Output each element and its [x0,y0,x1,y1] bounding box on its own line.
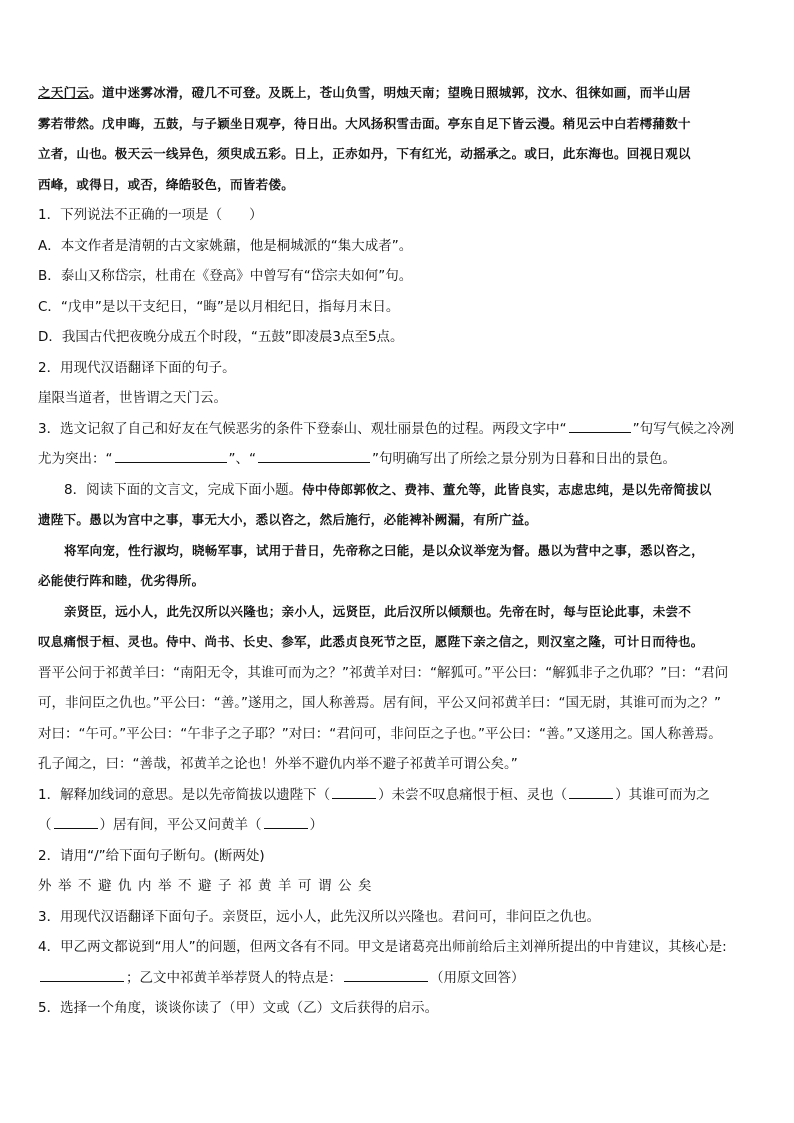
answer-blank[interactable] [115,450,227,463]
q2-2-sentence: 外举不避仇内举不避子祁黄羊可谓公矣 [38,878,378,894]
q2-1-line2: （ ）居有间，平公又问黄羊（ ） [38,817,323,833]
q2-4-line2: ；乙文中祁黄羊举荐贤人的特点是： （用原文回答） [38,963,762,994]
option-a: A．本文作者是清朝的古文家姚鼐，他是桐城派的“集大成者”。 [38,237,413,254]
answer-blank[interactable] [569,786,613,799]
passage-jia-line3: 将军向宠，性行淑均，晓畅军事，试用于昔日，先帝称之曰能，是以众议举宠为督。愚以为营中之事，悉以咨之， [64,542,705,558]
option-b: B．泰山又称岱宗，杜甫在《登高》中曾写有“岱宗夫如何”句。 [38,268,413,284]
question-2-sentence: 崖限当道者，世皆谓之天门云。 [38,390,227,406]
question-3-line1: 3．选文记叙了自己和好友在气候恶劣的条件下登泰山、观壮丽景色的过程。两段文字中“ ”句写气候之冷冽 [38,420,735,437]
question-1: 1．下列说法不正确的一项是（ ） [38,207,263,223]
passage-jia-line2: 遗陛下。愚以为宫中之事，事无大小，悉以咨之，然后施行，必能裨补阙漏，有所广益。 [38,512,538,527]
answer-blank[interactable] [40,969,124,982]
underlined-phrase: 之天门云 [38,85,90,100]
passage-jia-line6: 叹息痛恨于桓、灵也。侍中、尚书、长史、参军，此悉贞良死节之臣，愿陛下亲之信之，则汉室之隆，可计日而待也。 [38,634,704,649]
answer-blank[interactable] [569,420,631,433]
passage1-line2: 雾若带然。戊申晦，五鼓，与子颖坐日观亭，待日出。大风扬积雪击面。亭东自足下皆云漫。稍见云中白若樗蒱数十 [38,115,691,131]
passage1-line3: 立者，山也。极天云一线异色，须臾成五彩。日上，正赤如丹，下有红光，动摇承之。或曰，此东海也。回视日观以 [38,146,691,161]
option-c: C．“戊申”是以干支纪日，“晦”是以月相纪日，指每月末日。 [38,298,400,315]
answer-blank[interactable] [54,816,98,829]
section-8-intro: 8．阅读下面的文言文，完成下面小题。侍中侍郎郭攸之、费祎、董允等，此皆良实，志虑忠纯，是以先帝简拔以 [64,481,712,498]
passage-yi-line4: 孔子闻之，曰：“善哉，祁黄羊之论也！外举不避仇内举不避子祁黄羊可谓公矣。” [38,756,518,772]
answer-blank[interactable] [332,786,376,799]
passage-yi-line1: 晋平公问于祁黄羊曰：“南阳无令，其谁可而为之？”祁黄羊对曰：“解狐可。”平公曰：“解狐非子之仇耶？”曰：“君问 [38,664,729,681]
q2-4-line1: 4．甲乙两文都说到“用人”的问题，但两文各有不同。甲文是诸葛亮出师前给后主刘禅所提出的中肯建议，其核心是: [38,939,727,955]
question-2: 2．用现代汉语翻译下面的句子。 [38,359,236,376]
option-d: D．我国古代把夜晚分成五个时段，“五鼓”即凌晨3点至5点。 [38,329,404,345]
question-3-line2: 尤为突出：“ ”、“ ”句明确写出了所绘之景分别为日暮和日出的景色。 [38,451,676,467]
q2-2: 2．请用“/”给下面句子断句。(断两处) [38,847,265,864]
q2-1-line1: 1．解释加线词的意思。是以先帝简拔以遗陛下（ ）未尝不叹息痛恨于桓、灵也（ ）其谁可而为之 [38,786,710,803]
passage1-line4: 西峰，或得日，或否，绛皓驳色，而皆若偻。 [38,176,295,192]
passage-yi-line3: 对曰：“午可。”平公曰：“午非子之子耶？”对曰：“君问可，非问臣之子也。”平公曰：“善。”又遂用之。国人称善焉。 [38,725,722,742]
passage1-line1: 之天门云。道中迷雾冰滑，磴几不可登。及既上，苍山负雪，明烛天南；望晚日照城郭，汶水、徂徕如画，而半山居 [38,85,691,100]
answer-blank[interactable] [264,816,308,829]
passage-jia-line4: 必能使行阵和睦，优劣得所。 [38,573,205,588]
q2-5: 5．选择一个角度，谈谈你读了（甲）文或（乙）文后获得的启示。 [38,1000,439,1016]
passage-jia-line5: 亲贤臣，远小人，此先汉所以兴隆也；亲小人，远贤臣，此后汉所以倾颓也。先帝在时，每与臣论此事，未尝不 [64,603,692,619]
passage-yi-line2: 可，非问臣之仇也。”平公曰：“善。”遂用之，国人称善焉。居有间，平公又问祁黄羊曰：“国无尉，其谁可而为之？” [38,695,721,711]
q2-3: 3．用现代汉语翻译下面句子。亲贤臣，远小人，此先汉所以兴隆也。君问可，非问臣之仇也。 [38,908,601,925]
document-page [38,78,762,1024]
answer-blank[interactable] [344,969,428,982]
answer-blank[interactable] [258,450,370,463]
